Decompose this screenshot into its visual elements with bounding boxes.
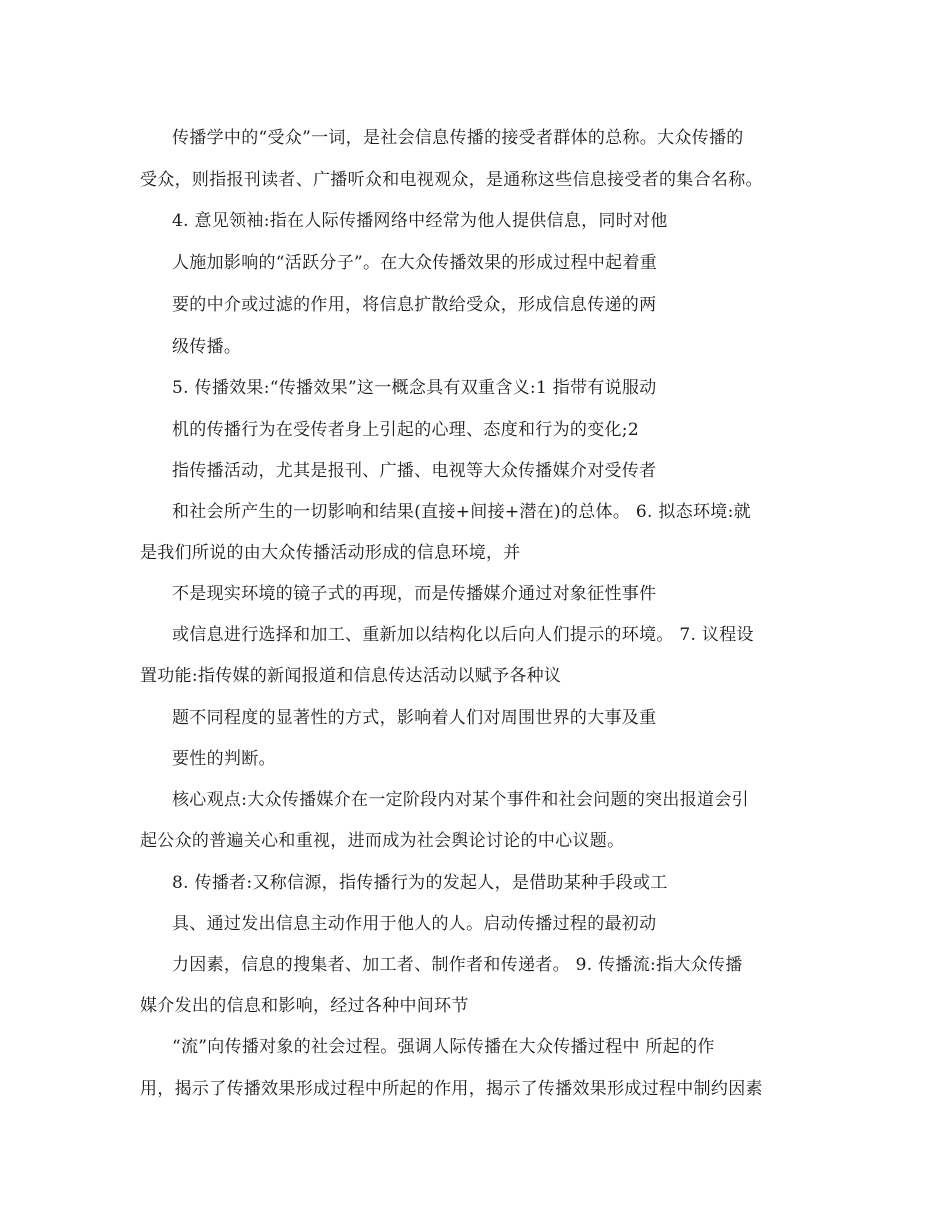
text-line: 不是现实环境的镜子式的再现，而是传播媒介通过对象征性事件 [172, 584, 657, 604]
text-line: 媒介发出的信息和影响，经过各种中间环节 [140, 996, 469, 1016]
text-line: 是我们所说的由大众传播活动形成的信息环境，并 [140, 543, 521, 563]
text-line: 或信息进行选择和加工、重新加以结构化以后向人们提示的环境。 7. 议程设 [172, 625, 754, 645]
text-line: 具、通过发出信息主动作用于他人的人。启动传播过程的最初动 [172, 914, 657, 934]
text-line: 核心观点:大众传播媒介在一定阶段内对某个事件和社会问题的突出报道会引 [172, 790, 749, 810]
text-line: 用，揭示了传播效果形成过程中所起的作用，揭示了传播效果形成过程中制约因素 [140, 1079, 763, 1099]
text-line: 要的中介或过滤的作用，将信息扩散给受众，形成信息传递的两 [172, 295, 657, 315]
text-line: 8. 传播者:又称信源，指传播行为的发起人，是借助某种手段或工 [172, 873, 668, 893]
text-line: 力因素，信息的搜集者、加工者、制作者和传递者。 9. 传播流:指大众传播 [172, 955, 743, 975]
text-line: “流”向传播对象的社会过程。强调人际传播在大众传播过程中 所起的作 [172, 1037, 715, 1057]
text-line: 置功能:指传媒的新闻报道和信息传达活动以赋予各种议 [140, 666, 562, 686]
text-line: 4. 意见领袖:指在人际传播网络中经常为他人提供信息，同时对他 [172, 211, 668, 231]
text-line: 起公众的普遍关心和重视，进而成为社会舆论讨论的中心议题。 [140, 831, 625, 851]
text-line: 机的传播行为在受传者身上引起的心理、态度和行为的变化;2 [172, 420, 639, 440]
text-line: 人施加影响的“活跃分子”。在大众传播效果的形成过程中起着重 [172, 253, 658, 273]
text-line: 指传播活动，尤其是报刊、广播、电视等大众传播媒介对受传者 [172, 461, 657, 481]
text-line: 题不同程度的显著性的方式，影响着人们对周围世界的大事及重 [172, 708, 657, 728]
text-line: 级传播。 [172, 337, 242, 357]
text-line: 5. 传播效果:“传播效果”这一概念具有双重含义:1 指带有说服动 [172, 378, 657, 398]
text-line: 要性的判断。 [172, 749, 276, 769]
text-line: 传播学中的“受众”一词，是社会信息传播的接受者群体的总称。大众传播的 [172, 128, 744, 148]
text-line: 受众，则指报刊读者、广播听众和电视观众，是通称这些信息接受者的集合名称。 [140, 170, 763, 190]
text-line: 和社会所产生的一切影响和结果(直接+间接+潜在)的总体。 6. 拟态环境:就 [172, 502, 751, 522]
